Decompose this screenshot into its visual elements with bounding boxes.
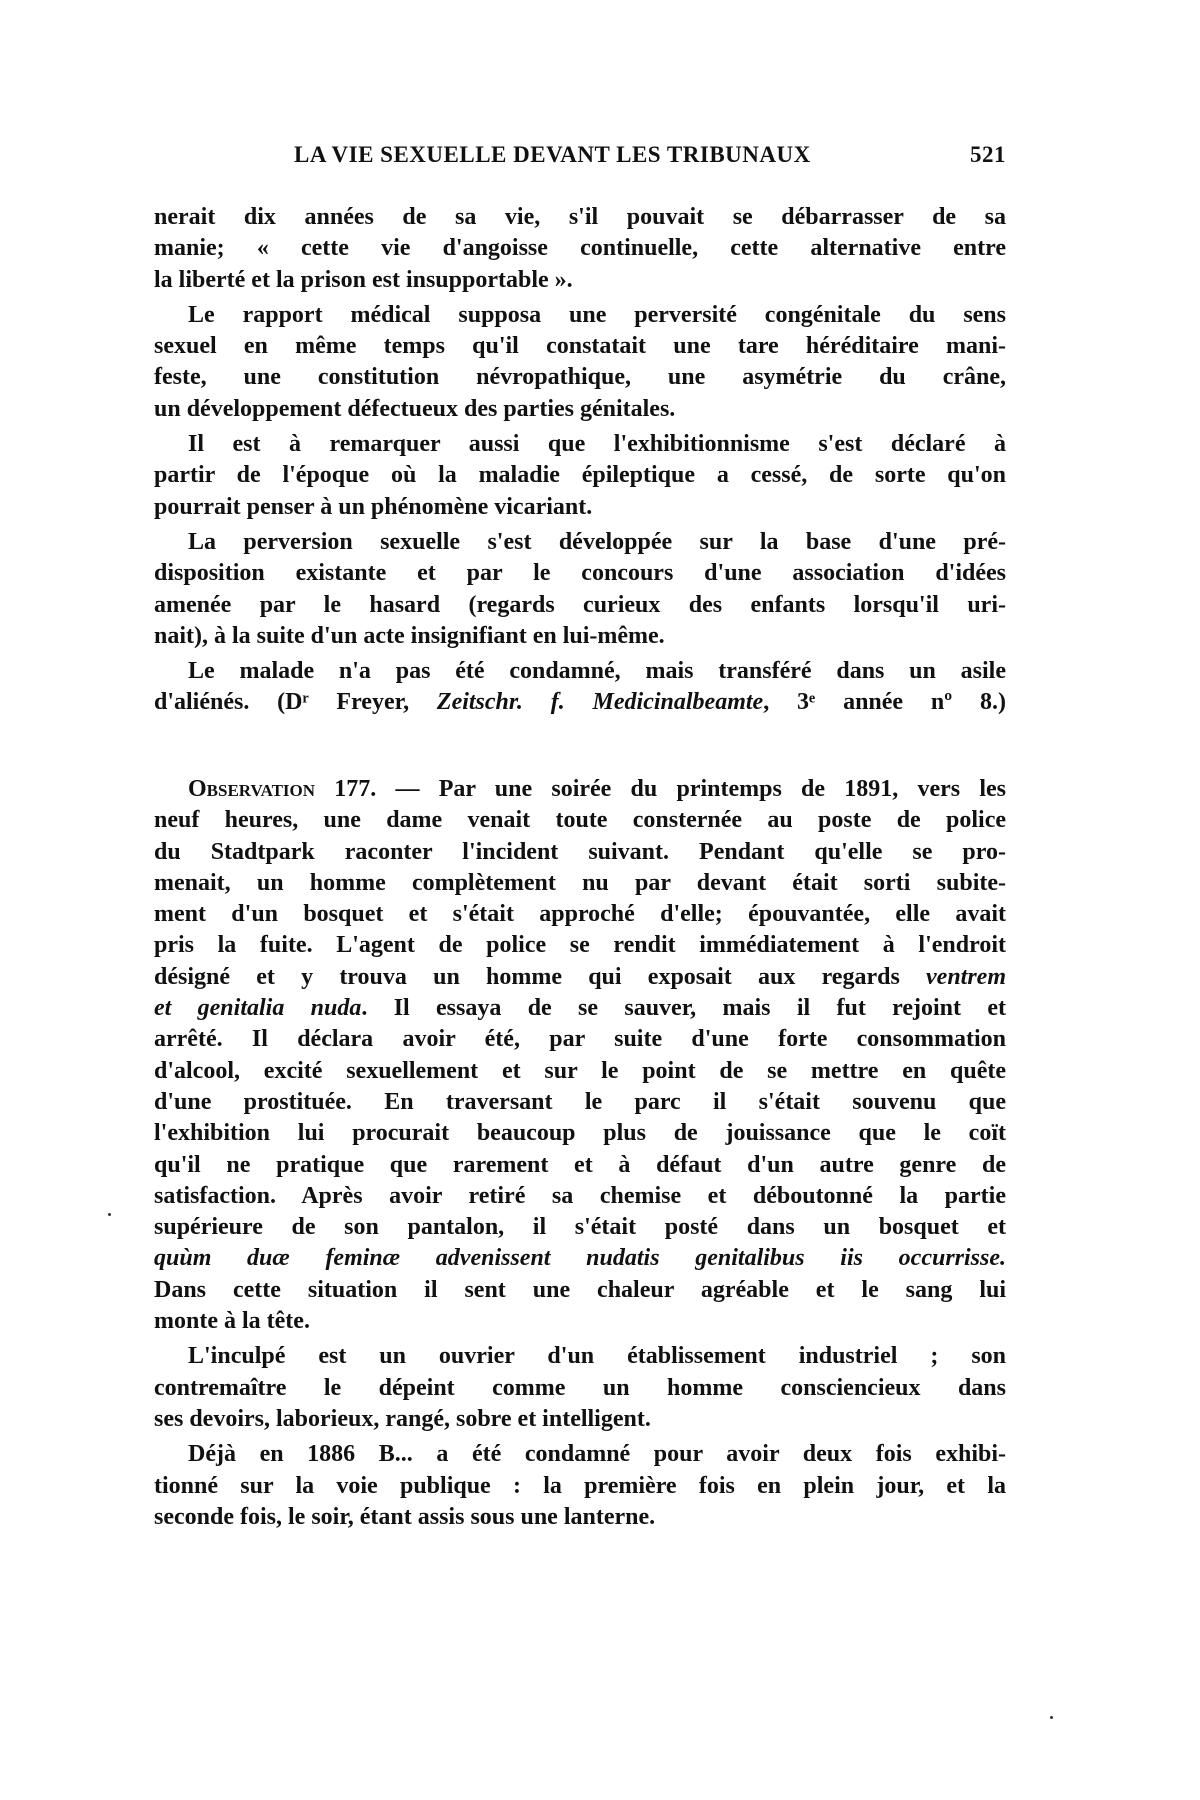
text-line: [154, 774, 1006, 805]
paragraph: [154, 300, 1006, 425]
italic-text: quùm duæ feminæ advenissent nudatis genitalibus iis occurrisse.: [154, 1245, 1006, 1272]
text-line: nerait dix années de sa vie, s'il pouvait se débarrasser de sa: [154, 204, 1006, 230]
text-segment: d'aliénés. (Dʳ Freyer,: [154, 689, 437, 716]
text-line: partir de l'époque où la maladie épileptique a cessé, de sorte qu'on: [154, 462, 1006, 489]
text-segment: . Il essaya de se sauver, mais il fut rejoint et: [361, 995, 1006, 1022]
text-segment: , 3ᵉ année nº 8.): [763, 689, 1006, 716]
text-line: [154, 687, 1006, 718]
text-line: ment d'un bosquet et s'était approché d'elle; épouvantée, elle avait: [154, 901, 1006, 928]
text-line: pourrait penser à un phénomène vicariant.: [154, 493, 593, 520]
text-line: supérieure de son pantalon, il s'était posté dans un bosquet et: [154, 1214, 1006, 1241]
observation-heading: Observation 177.: [188, 776, 377, 802]
running-header: [154, 142, 1006, 178]
italic-text: Zeitschr. f. Medicinalbeamte: [436, 689, 764, 716]
text-line: monte à la tête.: [154, 1308, 310, 1335]
paragraph: [154, 202, 1006, 296]
text-segment: désigné et y trouva un homme qui exposait aux regards: [154, 963, 927, 990]
text-line: La perversion sexuelle s'est développée sur la base d'une pré-: [188, 528, 1006, 555]
text-line: manie; « cette vie d'angoisse continuelle, cette alternative entre: [154, 235, 1006, 262]
text-line: la liberté et la prison est insupportable ».: [154, 266, 573, 293]
text-line: [154, 1243, 1006, 1274]
text-line: d'alcool, excité sexuellement et sur le point de se mettre en quête: [154, 1057, 1006, 1084]
paragraph: [154, 527, 1006, 652]
text-line: disposition existante et par le concours d'une association d'idées: [154, 560, 1006, 587]
scan-speck: [108, 1213, 111, 1216]
italic-text: et genitalia nuda: [154, 995, 362, 1022]
text-line: tionné sur la voie publique : la première fois en plein jour, et la: [154, 1472, 1006, 1499]
text-line: un développement défectueux des parties génitales.: [154, 395, 676, 422]
text-line: Il est à remarquer aussi que l'exhibitionnisme s'est déclaré à: [188, 431, 1006, 458]
text-line: contremaître le dépeint comme un homme consciencieux dans: [154, 1374, 1006, 1401]
text-line: feste, une constitution névropathique, une asymétrie du crâne,: [154, 364, 1006, 391]
text-line: satisfaction. Après avoir retiré sa chemise et déboutonné la partie: [154, 1182, 1006, 1209]
paragraph: [154, 429, 1006, 523]
text-line: amenée par le hasard (regards curieux des enfants lorsqu'il uri-: [154, 591, 1006, 618]
text-block-case-conclusion: [154, 202, 1006, 723]
running-title: LA VIE SEXUELLE DEVANT LES TRIBUNAUX: [294, 142, 811, 167]
text-line: du Stadtpark raconter l'incident suivant. Pendant qu'elle se pro-: [154, 838, 1006, 865]
paragraph: [154, 1439, 1006, 1533]
text-line: sexuel en même temps qu'il constatait une tare héréditaire mani-: [154, 333, 1006, 360]
text-line: menait, un homme complètement nu par devant était sorti subite-: [154, 869, 1006, 896]
paragraph: [154, 1341, 1006, 1435]
text-line: nait), à la suite d'un acte insignifiant en lui-même.: [154, 622, 665, 649]
text-line: L'inculpé est un ouvrier d'un établissement industriel ; son: [188, 1343, 1006, 1370]
text-line: seconde fois, le soir, étant assis sous une lanterne.: [154, 1503, 656, 1530]
text-line: l'exhibition lui procurait beaucoup plus de jouissance que le coït: [154, 1120, 1006, 1147]
text-line: pris la fuite. L'agent de police se rendit immédiatement à l'endroit: [154, 932, 1006, 959]
text-line: Le rapport médical supposa une perversité congénitale du sens: [188, 301, 1006, 328]
page-number: 521: [970, 142, 1006, 167]
text-line: [154, 993, 1006, 1024]
text-line: arrêté. Il déclara avoir été, par suite d'une forte consommation: [154, 1026, 1006, 1053]
text-line: neuf heures, une dame venait toute consternée au poste de police: [154, 807, 1006, 834]
text-line: qu'il ne pratique que rarement et à défaut d'un autre genre de: [154, 1151, 1006, 1178]
scan-speck: [1050, 1716, 1053, 1719]
paragraph: [154, 774, 1006, 1337]
text-line: Déjà en 1886 B... a été condamné pour avoir deux fois exhibi-: [188, 1441, 1006, 1468]
text-line: ses devoirs, laborieux, rangé, sobre et intelligent.: [154, 1405, 651, 1432]
text-block-observation-177: [154, 774, 1006, 1537]
paragraph: [154, 656, 1006, 719]
text-line: [154, 962, 1006, 993]
text-line: d'une prostituée. En traversant le parc il s'était souvenu que: [154, 1088, 1006, 1115]
text-line: Dans cette situation il sent une chaleur agréable et le sang lui: [154, 1276, 1006, 1303]
italic-text: ventrem: [926, 963, 1006, 990]
text-segment: — Par une soirée du printemps de 1891, vers les: [376, 776, 1006, 802]
text-line: Le malade n'a pas été condamné, mais transféré dans un asile: [188, 658, 1006, 685]
